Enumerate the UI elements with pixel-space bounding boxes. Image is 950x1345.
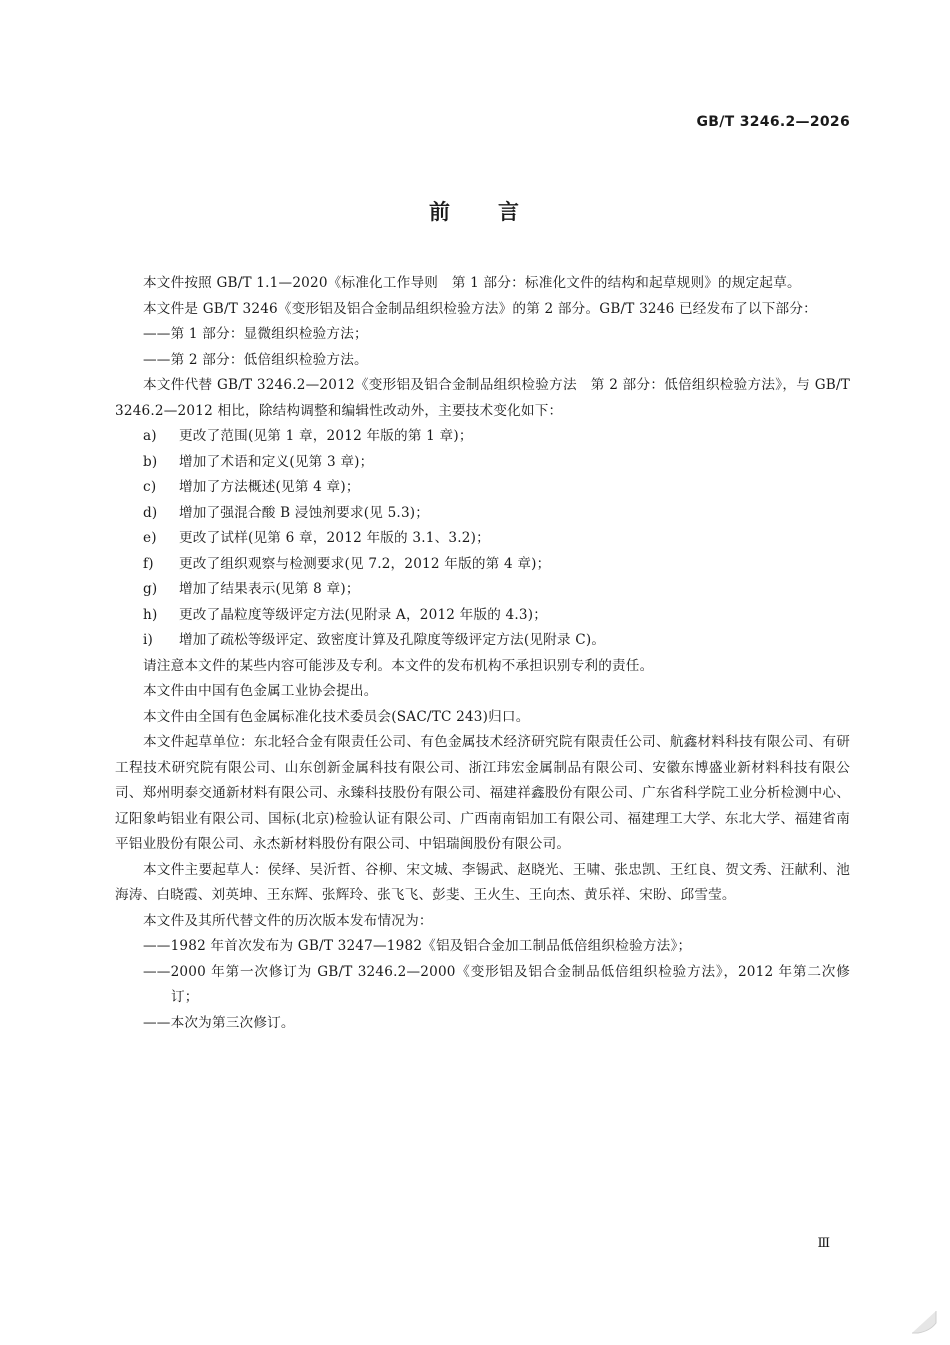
change-item xyxy=(115,577,850,603)
change-item-text: 增加了方法概述(见第 4 章)； xyxy=(179,479,360,495)
change-item-mark: f) xyxy=(143,555,154,572)
change-item-text: 增加了术语和定义(见第 3 章)； xyxy=(179,453,374,470)
change-item xyxy=(115,628,850,654)
change-item xyxy=(115,603,850,629)
change-item xyxy=(115,552,850,578)
change-item xyxy=(115,526,850,552)
page-curl-icon xyxy=(908,1305,940,1337)
paragraph-committee: 本文件由全国有色金属标准化技术委员会(SAC/TC 243)归口。 xyxy=(143,708,530,725)
change-item-mark: i) xyxy=(143,632,154,648)
dash-item: ——第 2 部分：低倍组织检验方法。 xyxy=(143,351,368,368)
change-item-mark: d) xyxy=(143,504,158,521)
change-item-text: 增加了疏松等级评定、致密度计算及孔隙度等级评定方法(见附录 C)。 xyxy=(179,632,606,648)
change-item-text: 更改了组织观察与检测要求(见 7.2，2012 年版的第 4 章)； xyxy=(179,555,551,572)
paragraph-series: 本文件是 GB/T 3246《变形铝及铝合金制品组织检验方法》的第 2 部分。GB/T 3246 已经发布了以下部分： xyxy=(143,300,817,317)
page-number: Ⅲ xyxy=(817,1236,830,1251)
change-item-mark: g) xyxy=(143,581,158,597)
change-item-mark: b) xyxy=(143,453,158,470)
page-title xyxy=(0,196,950,226)
paragraph-patent-notice: 请注意本文件的某些内容可能涉及专利。本文件的发布机构不承担识别专利的责任。 xyxy=(143,657,654,674)
change-item xyxy=(115,475,850,501)
change-item-mark: c) xyxy=(143,479,157,495)
foreword-body xyxy=(115,271,850,1036)
history-item: ——本次为第三次修订。 xyxy=(143,1014,295,1031)
paragraph-drafting-units: 本文件起草单位：东北轻合金有限责任公司、有色金属技术经济研究院有限责任公司、航鑫材料科技有限公司、有研工程技术研究院有限公司、山东创新金属科技有限公司、浙江玮宏金属制品有限公司、安徽东博盛业新材料科技有限公司、郑州明泰交通新材料有限公司、永臻科技股份有限公司、福建祥鑫股份有限公司、广东省科学院工业分析检测中心、辽阳象屿铝业有限公司、国标(北京)检验认证有限公司、广西南南铝加工有限公司、福建理工大学、东北大学、福建省南平铝业股份有限公司、永杰新材料股份有限公司、中铝瑞闽股份有限公司。 xyxy=(115,734,850,852)
change-item-mark: a) xyxy=(143,428,157,444)
change-item xyxy=(115,501,850,527)
change-item-text: 增加了结果表示(见第 8 章)； xyxy=(179,581,360,597)
change-item xyxy=(115,424,850,450)
history-item: ——2000 年第一次修订为 GB/T 3246.2—2000《变形铝及铝合金制品低倍组织检验方法》，2012 年第二次修订； xyxy=(143,963,850,1005)
change-item-mark: h) xyxy=(143,606,158,623)
standard-code: GB/T 3246.2—2026 xyxy=(696,114,850,130)
dash-item: ——第 1 部分：显微组织检验方法； xyxy=(143,326,368,342)
history-item: ——1982 年首次发布为 GB/T 3247—1982《铝及铝合金加工制品低倍组织检验方法》； xyxy=(143,938,692,954)
change-item xyxy=(115,450,850,476)
paragraph-proposed-by: 本文件由中国有色金属工业协会提出。 xyxy=(143,683,378,699)
title-char-1: 前 xyxy=(429,200,452,224)
change-item-text: 更改了范围(见第 1 章，2012 年版的第 1 章)； xyxy=(179,428,473,444)
change-item-text: 增加了强混合酸 B 浸蚀剂要求(见 5.3)； xyxy=(179,504,430,521)
paragraph-drafting-rules: 本文件按照 GB/T 1.1—2020《标准化工作导则 第 1 部分：标准化文件的结构和起草规则》的规定起草。 xyxy=(143,275,801,291)
title-char-2: 言 xyxy=(498,200,521,224)
paragraph-drafters: 本文件主要起草人：侯绎、吴沂哲、谷柳、宋文城、李锡武、赵晓光、王啸、张忠凯、王红良、贺文秀、汪献利、池海涛、白晓霞、刘英坤、王东辉、张辉玲、张飞飞、彭斐、王火生、王向杰、黄乐祥、宋盼、邱雪莹。 xyxy=(115,861,850,903)
change-item-text: 更改了试样(见第 6 章，2012 年版的 3.1、3.2)； xyxy=(179,530,490,546)
change-item-text: 更改了晶粒度等级评定方法(见附录 A，2012 年版的 4.3)； xyxy=(179,606,548,623)
change-item-mark: e) xyxy=(143,530,157,546)
paragraph-history: 本文件及其所代替文件的历次版本发布情况为： xyxy=(143,912,433,929)
paragraph-replaces: 本文件代替 GB/T 3246.2—2012《变形铝及铝合金制品组织检验方法 第 2 部分：低倍组织检验方法》，与 GB/T 3246.2—2012 相比，除结构调整和编辑性改动外，主要技术变化如下： xyxy=(115,377,850,419)
